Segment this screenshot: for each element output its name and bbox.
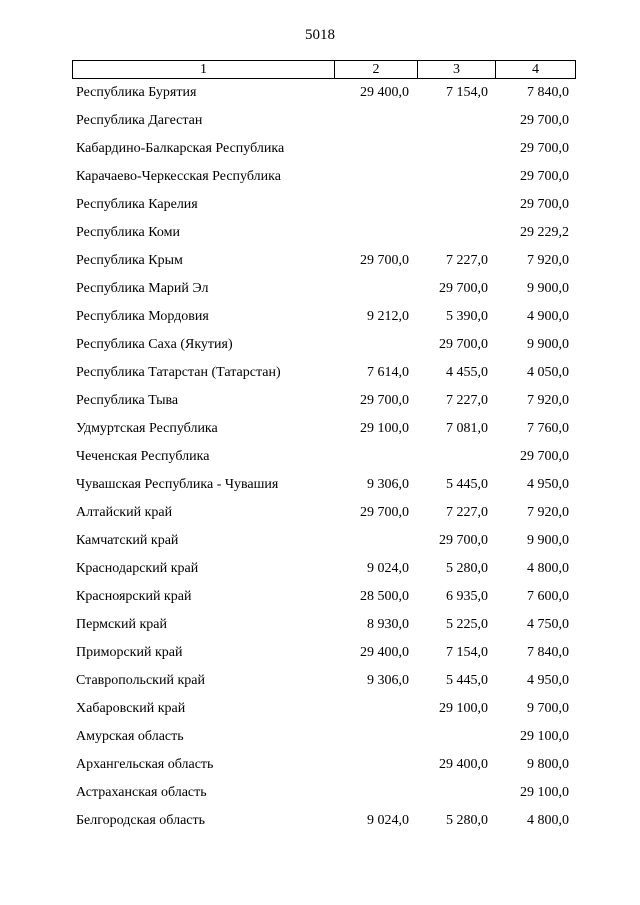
region-name: Республика Карелия [76, 197, 198, 212]
region-name: Республика Татарстан (Татарстан) [76, 365, 281, 380]
value-col-3: 7 227,0 [446, 393, 488, 408]
region-name: Республика Крым [76, 253, 183, 268]
table-row [0, 475, 640, 503]
value-col-2: 28 500,0 [360, 589, 409, 604]
region-name: Белгородская область [76, 813, 206, 828]
table-row [0, 335, 640, 363]
value-col-2: 29 700,0 [360, 253, 409, 268]
value-col-4: 4 800,0 [527, 561, 569, 576]
region-name: Республика Коми [76, 225, 180, 240]
table-row [0, 391, 640, 419]
value-col-3: 5 280,0 [446, 813, 488, 828]
region-name: Удмуртская Республика [76, 421, 218, 436]
table-row [0, 447, 640, 475]
value-col-3: 5 390,0 [446, 309, 488, 324]
value-col-3: 7 154,0 [446, 85, 488, 100]
value-col-2: 29 400,0 [360, 85, 409, 100]
value-col-4: 9 900,0 [527, 281, 569, 296]
table-row [0, 251, 640, 279]
region-name: Краснодарский край [76, 561, 199, 576]
region-name: Камчатский край [76, 533, 179, 548]
region-name: Чувашская Республика - Чувашия [76, 477, 279, 492]
value-col-4: 29 700,0 [520, 197, 569, 212]
region-name: Пермский край [76, 617, 167, 632]
value-col-2: 9 306,0 [367, 477, 409, 492]
region-name: Амурская область [76, 729, 184, 744]
value-col-3: 29 700,0 [439, 533, 488, 548]
value-col-2: 9 024,0 [367, 813, 409, 828]
column-header-3: 3 [418, 61, 496, 78]
table-row [0, 363, 640, 391]
table-row [0, 223, 640, 251]
value-col-4: 29 700,0 [520, 113, 569, 128]
value-col-4: 9 700,0 [527, 701, 569, 716]
value-col-3: 29 100,0 [439, 701, 488, 716]
table-row [0, 783, 640, 811]
value-col-3: 7 227,0 [446, 505, 488, 520]
value-col-3: 29 400,0 [439, 757, 488, 772]
value-col-4: 4 950,0 [527, 477, 569, 492]
column-header-2: 2 [335, 61, 418, 78]
region-name: Республика Саха (Якутия) [76, 337, 233, 352]
value-col-3: 29 700,0 [439, 281, 488, 296]
value-col-4: 29 700,0 [520, 449, 569, 464]
table-row [0, 279, 640, 307]
value-col-2: 29 700,0 [360, 505, 409, 520]
value-col-3: 5 445,0 [446, 477, 488, 492]
table-row [0, 671, 640, 699]
value-col-4: 29 229,2 [520, 225, 569, 240]
table-row [0, 755, 640, 783]
value-col-4: 4 950,0 [527, 673, 569, 688]
region-name: Республика Марий Эл [76, 281, 209, 296]
table-row [0, 139, 640, 167]
table-row [0, 195, 640, 223]
region-name: Красноярский край [76, 589, 192, 604]
column-header-1: 1 [73, 61, 335, 78]
value-col-4: 7 760,0 [527, 421, 569, 436]
value-col-2: 29 100,0 [360, 421, 409, 436]
table-row [0, 531, 640, 559]
value-col-4: 7 600,0 [527, 589, 569, 604]
region-name: Ставропольский край [76, 673, 205, 688]
value-col-2: 7 614,0 [367, 365, 409, 380]
region-name: Астраханская область [76, 785, 207, 800]
table-row [0, 111, 640, 139]
value-col-3: 7 227,0 [446, 253, 488, 268]
value-col-4: 7 840,0 [527, 85, 569, 100]
table-row [0, 643, 640, 671]
table-row [0, 559, 640, 587]
region-name: Приморский край [76, 645, 183, 660]
value-col-4: 29 100,0 [520, 729, 569, 744]
column-header-4: 4 [532, 62, 539, 77]
value-col-2: 9 212,0 [367, 309, 409, 324]
value-col-3: 7 154,0 [446, 645, 488, 660]
value-col-4: 7 920,0 [527, 505, 569, 520]
page-number: 5018 [305, 27, 335, 43]
region-name: Архангельская область [76, 757, 214, 772]
value-col-2: 29 700,0 [360, 393, 409, 408]
table-body [0, 83, 640, 839]
value-col-3: 6 935,0 [446, 589, 488, 604]
region-name: Чеченская Республика [76, 449, 210, 464]
value-col-3: 29 700,0 [439, 337, 488, 352]
table-row [0, 587, 640, 615]
region-name: Республика Дагестан [76, 113, 203, 128]
table-header [72, 60, 576, 79]
region-name: Республика Тыва [76, 393, 179, 408]
region-name: Кабардино-Балкарская Республика [76, 141, 285, 156]
value-col-4: 7 920,0 [527, 393, 569, 408]
table-row [0, 727, 640, 755]
value-col-4: 9 800,0 [527, 757, 569, 772]
table-row [0, 83, 640, 111]
region-name: Хабаровский край [76, 701, 186, 716]
value-col-3: 7 081,0 [446, 421, 488, 436]
value-col-4: 4 900,0 [527, 309, 569, 324]
table-row [0, 503, 640, 531]
region-name: Республика Мордовия [76, 309, 209, 324]
value-col-2: 8 930,0 [367, 617, 409, 632]
table-row [0, 167, 640, 195]
value-col-4: 4 800,0 [527, 813, 569, 828]
region-name: Республика Бурятия [76, 85, 197, 100]
value-col-2: 9 024,0 [367, 561, 409, 576]
value-col-4: 4 750,0 [527, 617, 569, 632]
table-row [0, 307, 640, 335]
region-name: Алтайский край [76, 505, 173, 520]
table-row [0, 419, 640, 447]
value-col-3: 4 455,0 [446, 365, 488, 380]
table-row [0, 615, 640, 643]
value-col-4: 29 700,0 [520, 169, 569, 184]
value-col-3: 5 280,0 [446, 561, 488, 576]
region-name: Карачаево-Черкесская Республика [76, 169, 281, 184]
value-col-3: 5 445,0 [446, 673, 488, 688]
value-col-4: 29 700,0 [520, 141, 569, 156]
value-col-4: 7 840,0 [527, 645, 569, 660]
value-col-4: 4 050,0 [527, 365, 569, 380]
value-col-4: 7 920,0 [527, 253, 569, 268]
table-row [0, 699, 640, 727]
value-col-2: 9 306,0 [367, 673, 409, 688]
value-col-4: 9 900,0 [527, 337, 569, 352]
value-col-4: 9 900,0 [527, 533, 569, 548]
value-col-4: 29 100,0 [520, 785, 569, 800]
table-row [0, 811, 640, 839]
value-col-2: 29 400,0 [360, 645, 409, 660]
value-col-3: 5 225,0 [446, 617, 488, 632]
